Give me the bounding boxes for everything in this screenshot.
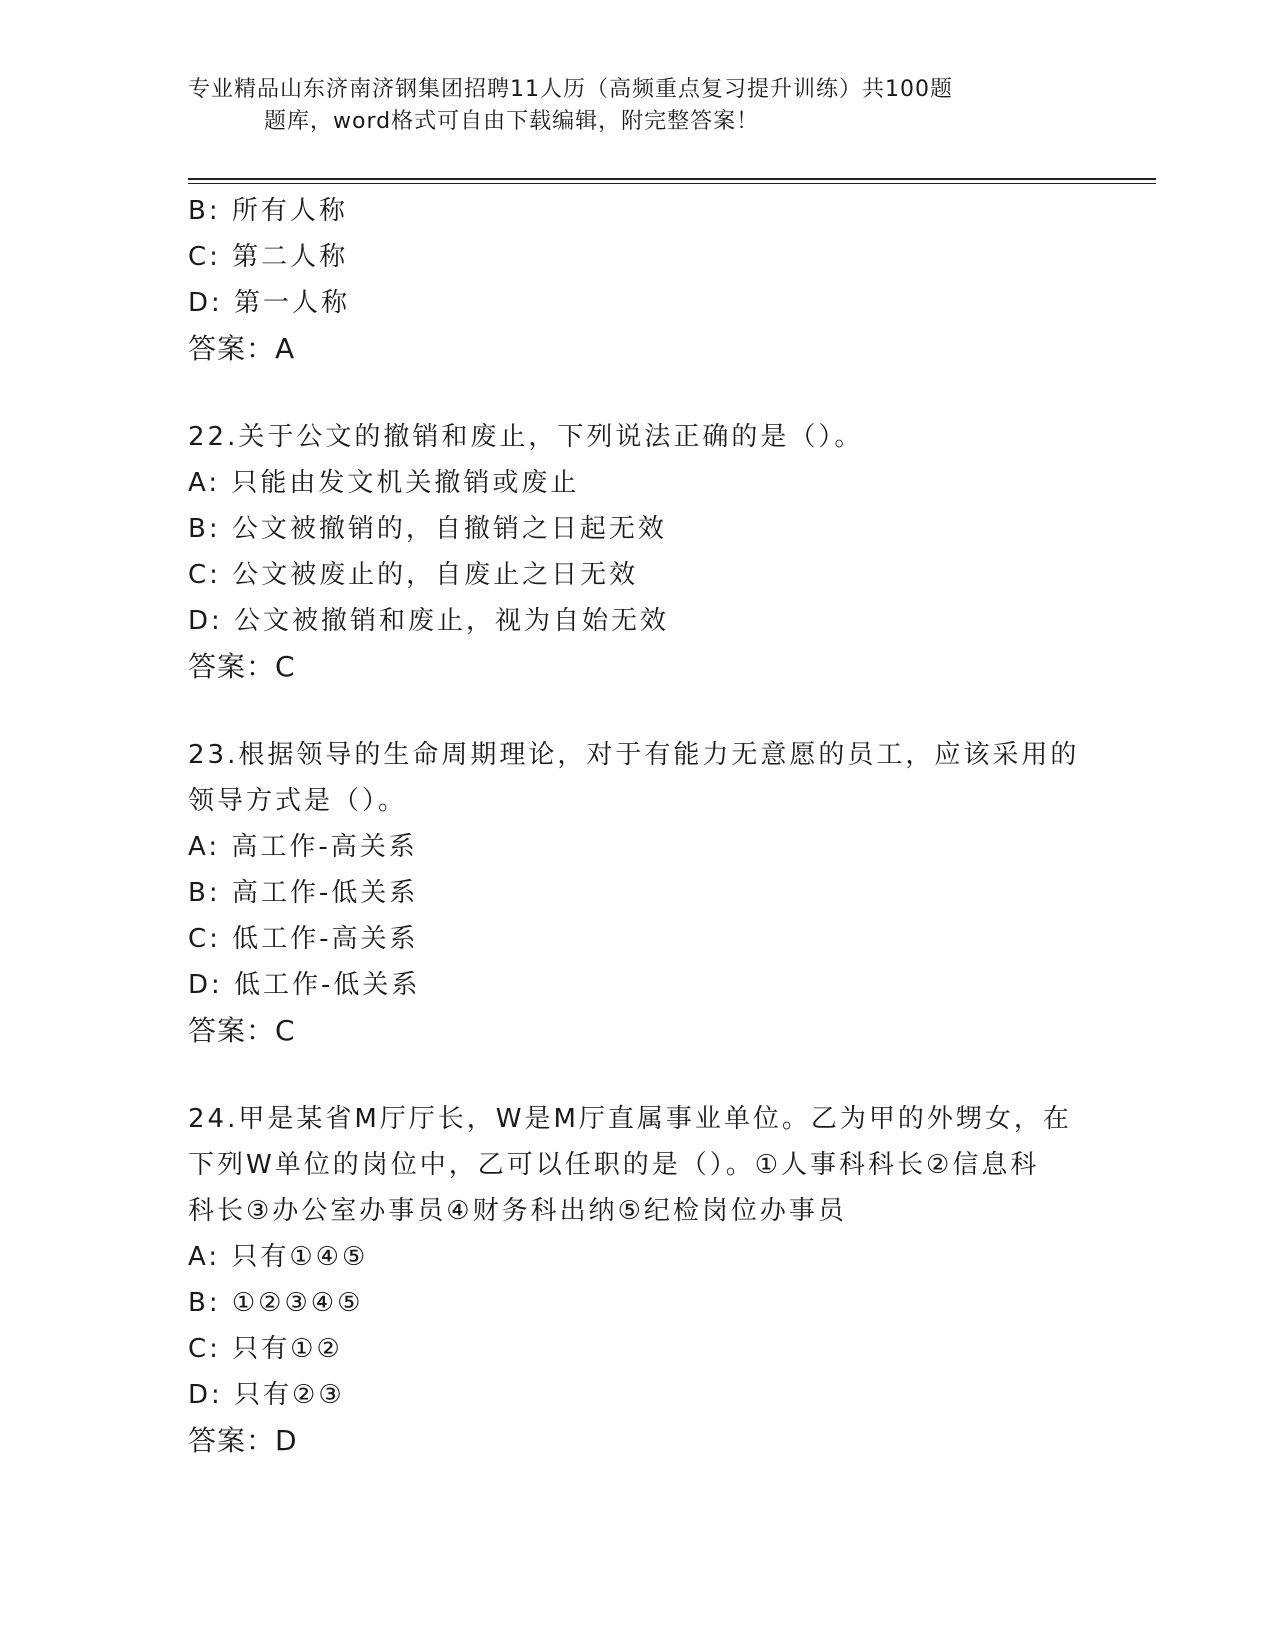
question-stem: 22.关于公文的撤销和废止，下列说法正确的是（）。 bbox=[188, 422, 864, 452]
option-c: C: 低工作-高关系 bbox=[188, 924, 419, 954]
option-c: C: 只有①② bbox=[188, 1334, 343, 1364]
document-header bbox=[188, 74, 1068, 138]
question-stem-line-1: 24.甲是某省M厅厅长，W是M厅直属事业单位。乙为甲的外甥女，在 bbox=[188, 1104, 1072, 1134]
answer-line: 答案：C bbox=[188, 650, 296, 683]
question-stem-line-2: 领导方式是（）。 bbox=[188, 786, 408, 816]
option-d: D: 公文被撤销和废止，视为自始无效 bbox=[188, 606, 670, 636]
option-b: B: ①②③④⑤ bbox=[188, 1288, 364, 1318]
option-b: B: 高工作-低关系 bbox=[188, 878, 419, 908]
header-title-line-2: 题库，word格式可自由下载编辑，附完整答案！ bbox=[264, 109, 760, 134]
question-22 bbox=[188, 414, 1088, 690]
option-c: C: 第二人称 bbox=[188, 242, 349, 272]
option-d: D: 第一人称 bbox=[188, 288, 351, 318]
spacer bbox=[188, 690, 1088, 732]
question-21-tail bbox=[188, 188, 1088, 372]
option-a: A: 高工作-高关系 bbox=[188, 832, 418, 862]
question-stem-line-3: 科长③办公室办事员④财务科出纳⑤纪检岗位办事员 bbox=[188, 1196, 847, 1226]
spacer bbox=[188, 372, 1088, 414]
question-24 bbox=[188, 1096, 1088, 1464]
option-c: C: 公文被废止的，自废止之日无效 bbox=[188, 560, 639, 590]
option-d: D: 低工作-低关系 bbox=[188, 970, 421, 1000]
question-content bbox=[188, 188, 1088, 1464]
question-stem-line-1: 23.根据领导的生命周期理论，对于有能力无意愿的员工，应该采用的 bbox=[188, 740, 1080, 770]
answer-line: 答案：A bbox=[188, 332, 296, 365]
header-rule-thin bbox=[188, 183, 1156, 184]
option-a: A: 只能由发文机关撤销或废止 bbox=[188, 468, 580, 498]
header-rule-thick bbox=[188, 178, 1156, 180]
option-a: A: 只有①④⑤ bbox=[188, 1242, 369, 1272]
question-23 bbox=[188, 732, 1088, 1054]
option-b: B: 所有人称 bbox=[188, 196, 348, 226]
header-title-line-1: 专业精品山东济南济钢集团招聘11人历（高频重点复习提升训练）共100题 bbox=[188, 77, 953, 102]
answer-line: 答案：C bbox=[188, 1014, 296, 1047]
option-b: B: 公文被撤销的，自撤销之日起无效 bbox=[188, 514, 667, 544]
spacer bbox=[188, 1054, 1088, 1096]
question-stem-line-2: 下列W单位的岗位中，乙可以任职的是（）。①人事科科长②信息科 bbox=[188, 1150, 1040, 1180]
answer-line: 答案：D bbox=[188, 1424, 298, 1457]
option-d: D: 只有②③ bbox=[188, 1380, 345, 1410]
